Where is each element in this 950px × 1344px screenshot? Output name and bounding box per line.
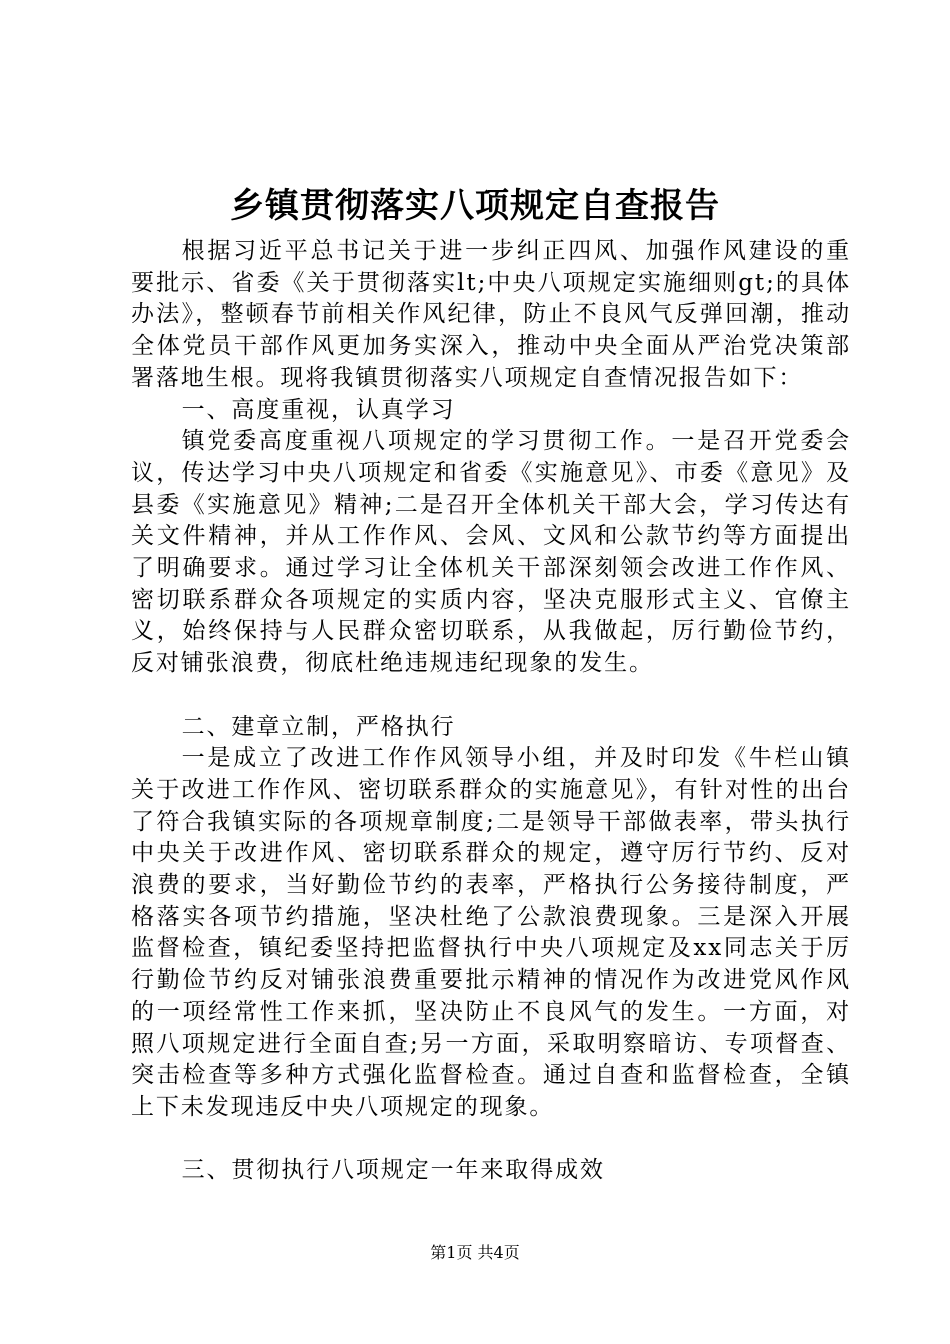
document-body [131,236,851,1187]
section-2-paragraph: 一是成立了改进工作作风领导小组，并及时印发《牛栏山镇关于改进工作作风、密切联系群众的实施意见》，有针对性的出台了符合我镇实际的各项规章制度;二是领导干部做表率，带头执行中央关于改进作风、密切联系群众的规定，遵守厉行节约、反对浪费的要求，当好勤俭节约的表率，严格执行公务接待制度，严格落实各项节约措施，坚决杜绝了公款浪费现象。三是深入开展监督检查，镇纪委坚持把监督执行中央八项规定及xx同志关于厉行勤俭节约反对铺张浪费重要批示精神的情况作为改进党风作风的一项经常性工作来抓，坚决防止不良风气的发生。一方面，对照八项规定进行全面自查;另一方面，采取明察暗访、专项督查、突击检查等多种方式强化监督检查。通过自查和监督检查，全镇上下未发现违反中央八项规定的现象。 [131,745,851,1120]
section-1-paragraph: 镇党委高度重视八项规定的学习贯彻工作。一是召开党委会议，传达学习中央八项规定和省委《实施意见》、市委《意见》及县委《实施意见》精神;二是召开全体机关干部大会，学习传达有关文件精神，并从工作作风、会风、文风和公款节约等方面提出了明确要求。通过学习让全体机关干部深刻领会改进工作作风、密切联系群众各项规定的实质内容，坚决克服形式主义、官僚主义，始终保持与人民群众密切联系，从我做起，厉行勤俭节约，反对铺张浪费，彻底杜绝违规违纪现象的发生。 [131,428,851,677]
section-heading-1: 一、高度重视，认真学习 [181,396,456,423]
section-heading-3: 三、贯彻执行八项规定一年来取得成效 [181,1157,605,1184]
document-title: 乡镇贯彻落实八项规定自查报告 [230,186,720,226]
intro-paragraph: 根据习近平总书记关于进一步纠正四风、加强作风建设的重要批示、省委《关于贯彻落实lt;中央八项规定实施细则gt;的具体办法》，整顿春节前相关作风纪律，防止不良风气反弹回潮，推动全体党员干部作风更加务实深入，推动中央全面从严治党决策部署落地生根。现将我镇贯彻落实八项规定自查情况报告如下： [131,238,851,391]
paragraph-gap [131,1124,851,1156]
page-number-footer: 第1页 共4页 [430,1243,520,1262]
section-heading-2: 二、建章立制，严格执行 [181,713,456,740]
paragraph-gap [131,680,851,712]
